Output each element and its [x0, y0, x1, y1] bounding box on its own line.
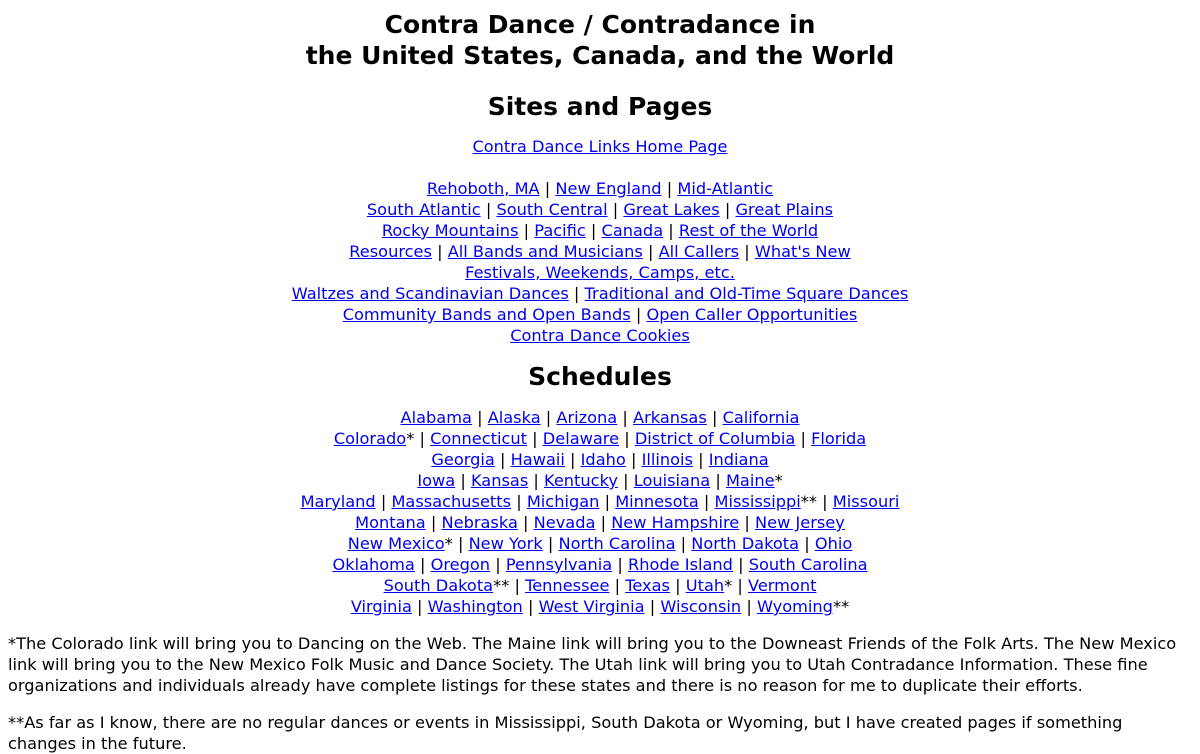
region-row: [8, 220, 1192, 241]
state-link-idaho[interactable]: Idaho: [580, 450, 626, 469]
state-row: [8, 575, 1192, 596]
state-row: [8, 449, 1192, 470]
region-link-great-plains[interactable]: Great Plains: [735, 200, 834, 219]
state-link-vermont[interactable]: Vermont: [748, 576, 817, 595]
page-title-line-1: Contra Dance / Contradance in: [384, 10, 816, 39]
state-link-oregon[interactable]: Oregon: [430, 555, 491, 574]
state-row: [8, 470, 1192, 491]
state-link-iowa[interactable]: Iowa: [417, 471, 456, 490]
state-link-nevada[interactable]: Nevada: [533, 513, 596, 532]
home-link[interactable]: Contra Dance Links Home Page: [472, 137, 728, 156]
state-link-maine[interactable]: Maine: [725, 471, 775, 490]
state-link-california[interactable]: California: [722, 408, 800, 427]
link-separator: |: [649, 597, 656, 616]
region-row: [8, 262, 1192, 283]
footnote-1: *The Colorado link will bring you to Dancing on the Web. The Maine link will bring you to the Downeast Friends of the Folk Arts. The New Mexico link will bring you to the New Mexico Folk Music and Dance Society. The Utah link will bring you to Utah Contradance Information. These fine organizations and individuals already have complete listings for these states and there is no reason for me to duplicate their efforts.: [8, 634, 1177, 695]
regions-nav: [8, 178, 1192, 346]
region-row: [8, 325, 1192, 346]
footnote-mark: **: [800, 492, 817, 511]
link-separator: |: [614, 576, 621, 595]
state-link-tennessee[interactable]: Tennessee: [525, 576, 610, 595]
region-row: [8, 304, 1192, 325]
state-link-new-jersey[interactable]: New Jersey: [755, 513, 845, 532]
state-link-alabama[interactable]: Alabama: [400, 408, 472, 427]
state-link-kansas[interactable]: Kansas: [470, 471, 529, 490]
state-link-missouri[interactable]: Missouri: [832, 492, 900, 511]
link-separator: |: [675, 576, 681, 595]
page-title-line-2: the United States, Canada, and the World: [305, 41, 895, 70]
state-link-north-dakota[interactable]: North Dakota: [691, 534, 800, 553]
state-link-west-virginia[interactable]: West Virginia: [538, 597, 645, 616]
link-separator: |: [666, 179, 673, 198]
link-separator: |: [724, 200, 731, 219]
state-link-district-of-columbia[interactable]: District of Columbia: [634, 429, 796, 448]
footnote-mark: **: [832, 597, 850, 616]
region-row: [8, 241, 1192, 262]
link-separator: |: [544, 179, 551, 198]
state-link-mississippi[interactable]: Mississippi: [714, 492, 801, 511]
region-row: [8, 199, 1192, 220]
page-title: [8, 9, 1192, 71]
link-separator: |: [744, 242, 750, 261]
state-link-arkansas[interactable]: Arkansas: [633, 408, 707, 427]
state-link-montana[interactable]: Montana: [355, 513, 426, 532]
region-link-contra-dance-cookies[interactable]: Contra Dance Cookies: [510, 326, 690, 345]
state-link-north-carolina[interactable]: North Carolina: [558, 534, 676, 553]
link-separator: |: [668, 221, 674, 240]
link-separator: |: [380, 492, 387, 511]
region-link-rehoboth-ma[interactable]: Rehoboth, MA: [426, 179, 540, 198]
region-link-what-s-new[interactable]: What's New: [754, 242, 851, 261]
link-separator: |: [630, 450, 637, 469]
region-row: [8, 283, 1192, 304]
state-link-new-mexico[interactable]: New Mexico: [347, 534, 445, 553]
region-link-resources[interactable]: Resources: [349, 242, 432, 261]
link-separator: |: [532, 429, 538, 448]
link-separator: |: [419, 429, 425, 448]
state-link-new-hampshire[interactable]: New Hampshire: [611, 513, 740, 532]
state-link-washington[interactable]: Washington: [427, 597, 523, 616]
state-row: [8, 491, 1192, 512]
sites-heading: Sites and Pages: [487, 92, 713, 121]
region-link-community-bands-and-open-bands[interactable]: Community Bands and Open Bands: [342, 305, 631, 324]
link-separator: |: [460, 471, 466, 490]
schedules-heading: Schedules: [528, 362, 672, 391]
region-link-traditional-and-old-time-square-dances[interactable]: Traditional and Old-Time Square Dances: [584, 284, 909, 303]
state-link-connecticut[interactable]: Connecticut: [430, 429, 528, 448]
link-separator: |: [533, 471, 539, 490]
region-link-pacific[interactable]: Pacific: [534, 221, 586, 240]
footnote-mark: *: [444, 534, 453, 553]
states-nav: [8, 407, 1192, 617]
region-link-great-lakes[interactable]: Great Lakes: [623, 200, 720, 219]
link-separator: |: [698, 450, 704, 469]
state-link-rhode-island[interactable]: Rhode Island: [628, 555, 733, 574]
link-separator: |: [516, 492, 522, 511]
link-separator: |: [477, 408, 483, 427]
region-link-rest-of-the-world[interactable]: Rest of the World: [678, 221, 819, 240]
state-link-colorado[interactable]: Colorado: [333, 429, 407, 448]
link-separator: |: [527, 597, 534, 616]
link-separator: |: [547, 534, 554, 553]
link-separator: |: [420, 555, 426, 574]
region-row: [8, 178, 1192, 199]
link-separator: |: [737, 576, 743, 595]
link-separator: |: [715, 471, 721, 490]
link-separator: |: [703, 492, 710, 511]
state-link-new-york[interactable]: New York: [468, 534, 543, 553]
link-separator: |: [680, 534, 687, 553]
link-separator: |: [744, 513, 750, 532]
region-link-all-callers[interactable]: All Callers: [658, 242, 740, 261]
state-row: [8, 428, 1192, 449]
link-separator: |: [417, 597, 423, 616]
link-separator: |: [437, 242, 443, 261]
link-separator: |: [647, 242, 654, 261]
state-link-arizona[interactable]: Arizona: [556, 408, 618, 427]
link-separator: |: [523, 221, 530, 240]
region-link-canada[interactable]: Canada: [601, 221, 664, 240]
region-link-all-bands-and-musicians[interactable]: All Bands and Musicians: [447, 242, 643, 261]
link-separator: |: [590, 221, 597, 240]
link-separator: |: [623, 471, 629, 490]
link-separator: |: [624, 429, 630, 448]
footnote-mark: **: [493, 576, 510, 595]
state-row: [8, 512, 1192, 533]
link-separator: |: [822, 492, 828, 511]
state-row: [8, 533, 1192, 554]
link-separator: |: [746, 597, 752, 616]
state-link-south-carolina[interactable]: South Carolina: [748, 555, 868, 574]
link-separator: |: [635, 305, 642, 324]
region-link-south-central[interactable]: South Central: [496, 200, 608, 219]
link-separator: |: [430, 513, 437, 532]
footnote-mark: *: [724, 576, 733, 595]
state-link-florida[interactable]: Florida: [811, 429, 867, 448]
region-link-festivals-weekends-camps-etc[interactable]: Festivals, Weekends, Camps, etc.: [465, 263, 735, 282]
link-separator: |: [570, 450, 576, 469]
state-row: [8, 596, 1192, 617]
state-link-virginia[interactable]: Virginia: [350, 597, 412, 616]
home-link-line: [8, 136, 1192, 157]
link-separator: |: [500, 450, 506, 469]
link-separator: |: [800, 429, 806, 448]
link-separator: |: [604, 492, 611, 511]
link-separator: |: [617, 555, 623, 574]
region-link-open-caller-opportunities[interactable]: Open Caller Opportunities: [646, 305, 858, 324]
link-separator: |: [711, 408, 718, 427]
state-link-minnesota[interactable]: Minnesota: [615, 492, 699, 511]
state-link-massachusetts[interactable]: Massachusetts: [391, 492, 512, 511]
state-link-indiana[interactable]: Indiana: [708, 450, 769, 469]
state-link-pennsylvania[interactable]: Pennsylvania: [505, 555, 613, 574]
state-link-louisiana[interactable]: Louisiana: [633, 471, 711, 490]
state-link-hawaii[interactable]: Hawaii: [510, 450, 565, 469]
link-separator: |: [804, 534, 810, 553]
link-separator: |: [612, 200, 619, 219]
page: [0, 9, 1200, 754]
footnote-2: **As far as I know, there are no regular dances or events in Mississippi, South Dakota or Wyoming, but I have created pages if something changes in the future.: [8, 713, 1123, 753]
region-link-new-england[interactable]: New England: [555, 179, 662, 198]
state-link-texas[interactable]: Texas: [625, 576, 670, 595]
link-separator: |: [457, 534, 464, 553]
state-link-utah[interactable]: Utah: [685, 576, 725, 595]
region-link-mid-atlantic[interactable]: Mid-Atlantic: [677, 179, 774, 198]
state-link-wyoming[interactable]: Wyoming: [756, 597, 833, 616]
region-link-waltzes-and-scandinavian-dances[interactable]: Waltzes and Scandinavian Dances: [291, 284, 569, 303]
state-link-michigan[interactable]: Michigan: [526, 492, 600, 511]
state-link-delaware[interactable]: Delaware: [542, 429, 620, 448]
state-link-georgia[interactable]: Georgia: [431, 450, 495, 469]
link-separator: |: [622, 408, 628, 427]
state-link-ohio[interactable]: Ohio: [814, 534, 853, 553]
link-separator: |: [738, 555, 744, 574]
state-link-south-dakota[interactable]: South Dakota: [383, 576, 494, 595]
region-link-south-atlantic[interactable]: South Atlantic: [366, 200, 481, 219]
link-separator: |: [545, 408, 552, 427]
link-separator: |: [573, 284, 580, 303]
state-link-illinois[interactable]: Illinois: [641, 450, 693, 469]
state-link-nebraska[interactable]: Nebraska: [441, 513, 518, 532]
link-separator: |: [600, 513, 607, 532]
state-link-oklahoma[interactable]: Oklahoma: [332, 555, 415, 574]
link-separator: |: [485, 200, 492, 219]
footnote-mark: *: [406, 429, 415, 448]
state-link-maryland[interactable]: Maryland: [300, 492, 376, 511]
state-link-wisconsin[interactable]: Wisconsin: [660, 597, 742, 616]
footnote-mark: *: [774, 471, 783, 490]
state-row: [8, 407, 1192, 428]
region-link-rocky-mountains[interactable]: Rocky Mountains: [381, 221, 519, 240]
link-separator: |: [523, 513, 529, 532]
state-link-kentucky[interactable]: Kentucky: [544, 471, 618, 490]
state-row: [8, 554, 1192, 575]
state-link-alaska[interactable]: Alaska: [487, 408, 541, 427]
link-separator: |: [514, 576, 520, 595]
link-separator: |: [495, 555, 501, 574]
